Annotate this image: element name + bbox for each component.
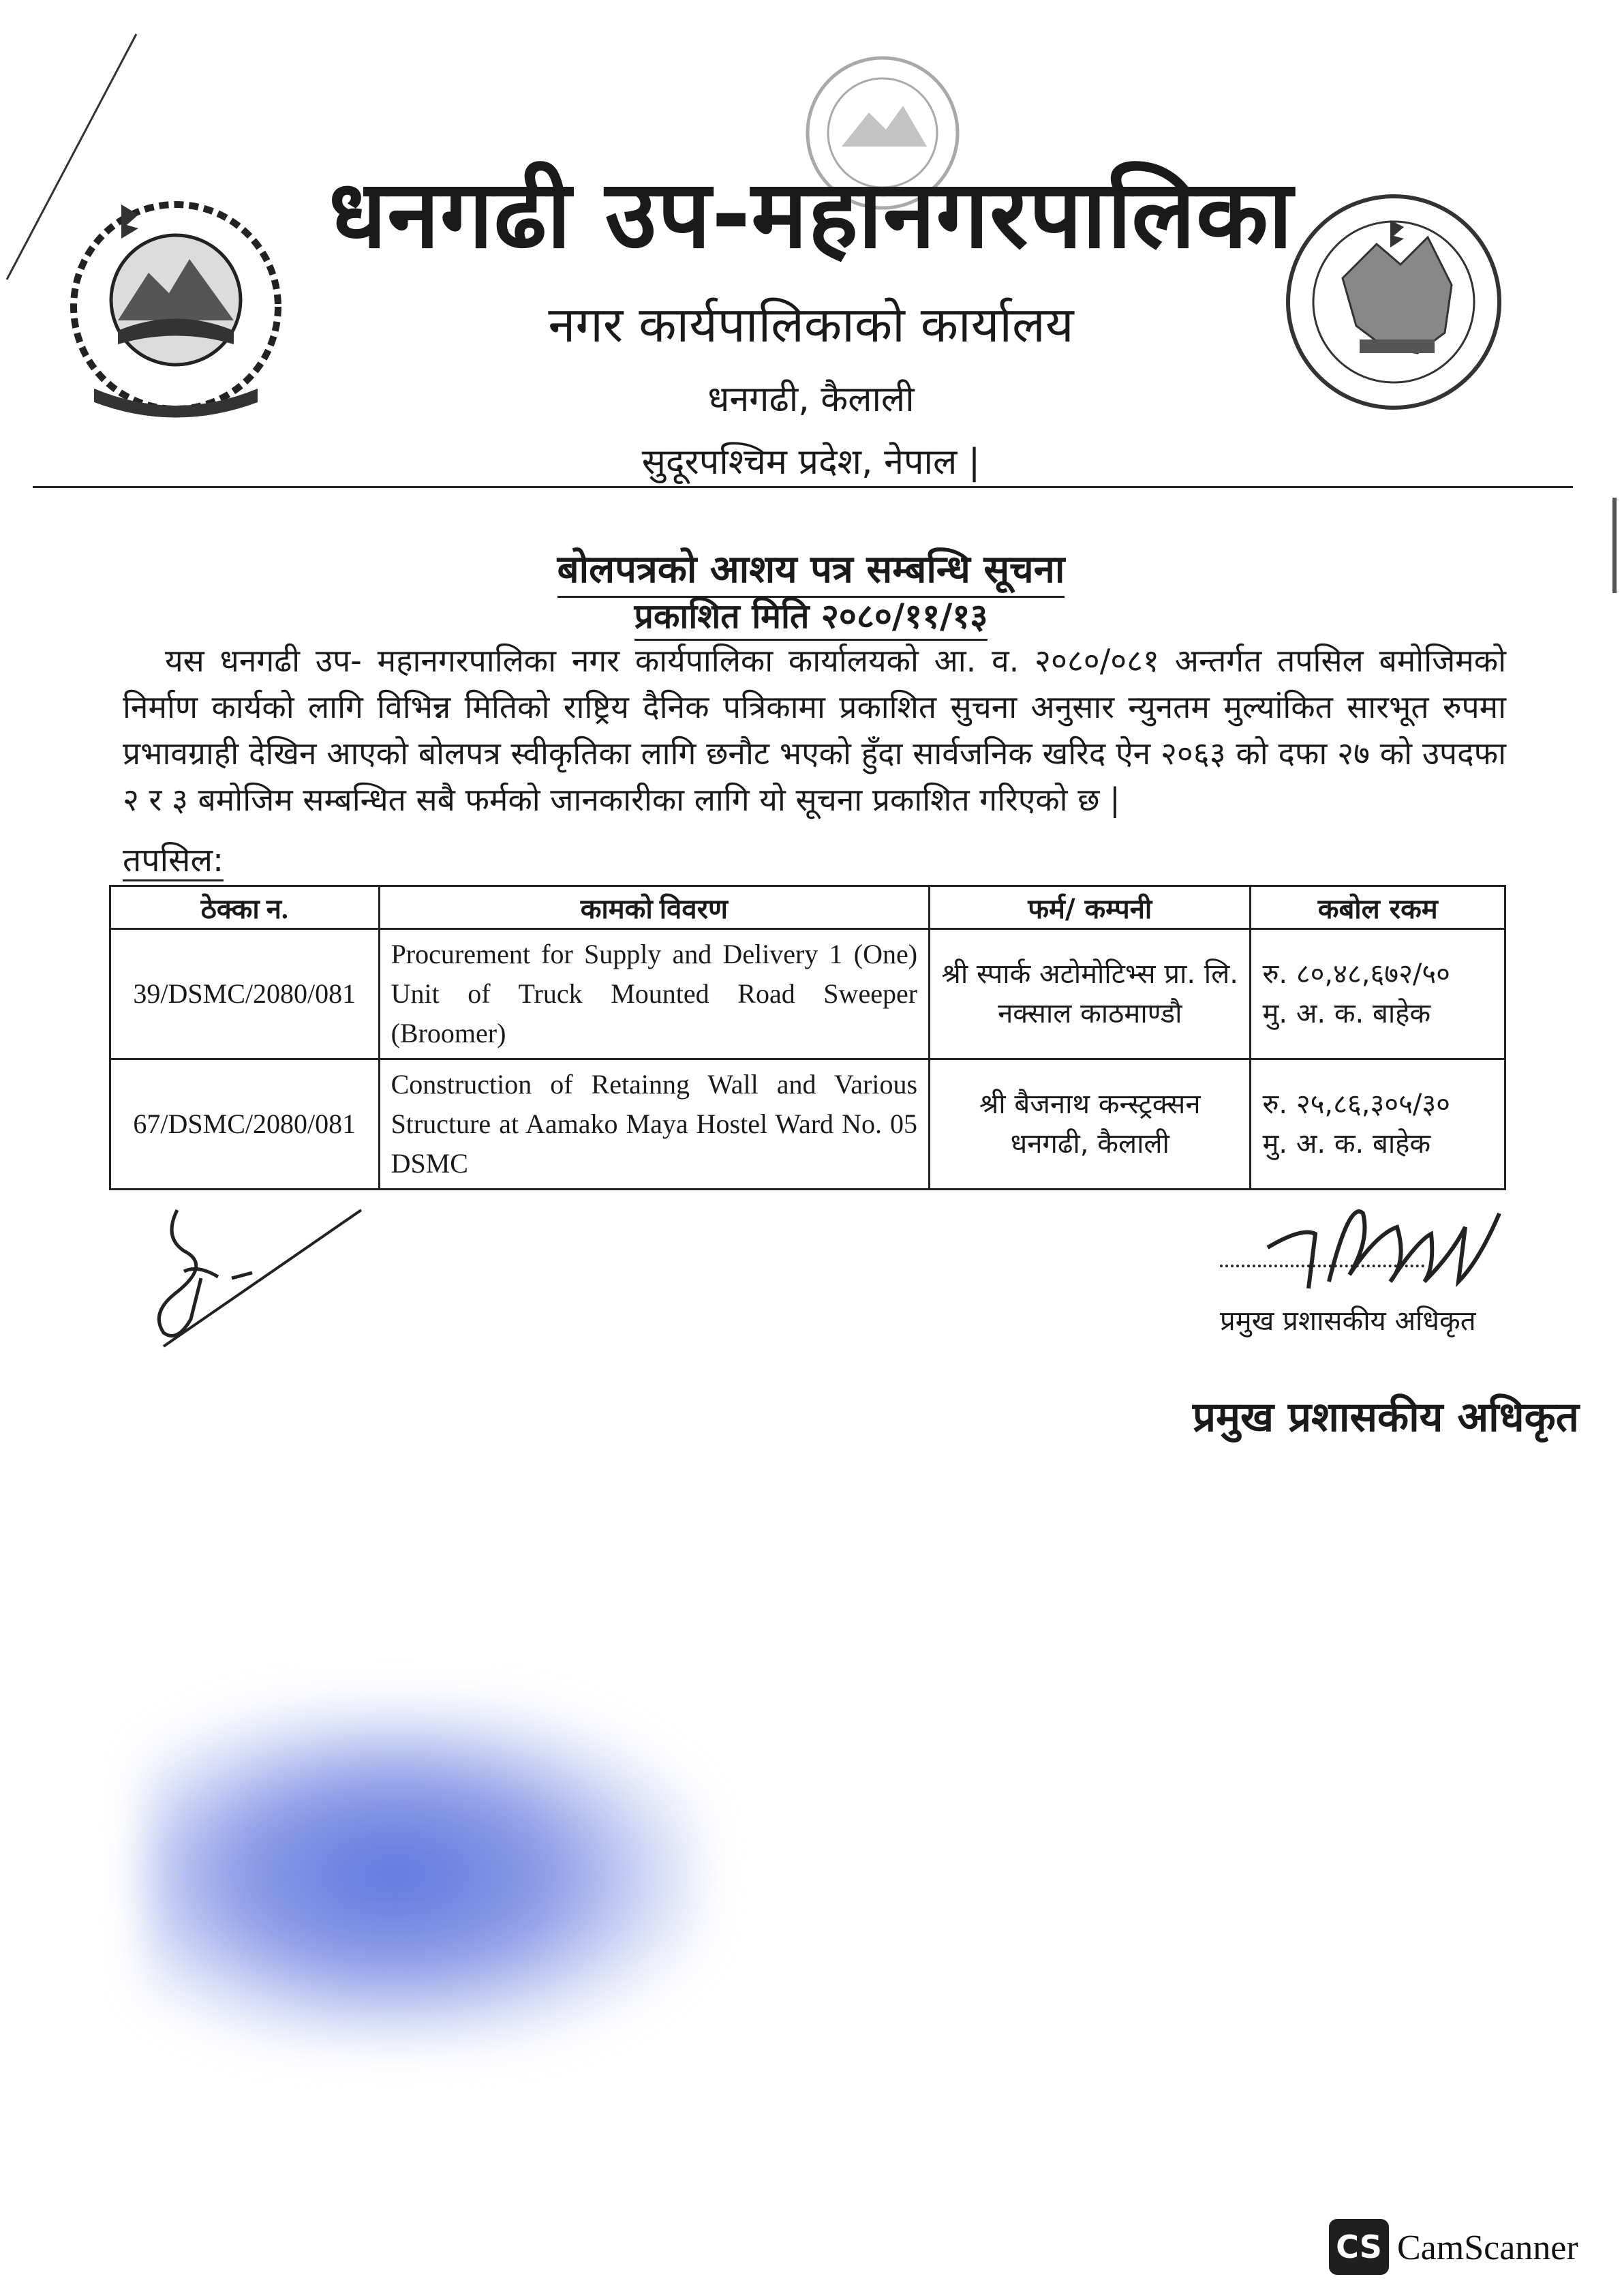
firm-address: नक्साल काठमाण्डौ	[998, 998, 1182, 1029]
description-cell: Construction of Retainng Wall and Various Structure at Aamako Maya Hostel Ward No. 05 DSMC	[379, 1059, 929, 1190]
col-amount: कबोल रकम	[1251, 886, 1505, 929]
firm-name: श्री बैजनाथ कन्स्ट्रक्सन	[979, 1089, 1201, 1120]
handwritten-signature-right	[1261, 1186, 1520, 1309]
amount-cell	[1251, 1059, 1505, 1190]
notice-date-text: प्रकाशित मिति २०८०/११/१३	[634, 596, 988, 641]
notice-title-text: बोलपत्रको आशय पत्र सम्बन्धि सूचना	[557, 547, 1065, 598]
firm-address: धनगढी, कैलाली	[1010, 1128, 1169, 1160]
firm-cell	[930, 929, 1251, 1059]
amount-cell	[1251, 929, 1505, 1059]
camscanner-watermark: CamScanner	[1397, 2229, 1578, 2267]
tender-table	[109, 885, 1506, 1190]
office-subtitle: नगर कार्यपालिकाको कार्यालय	[548, 296, 1074, 353]
amount-value: रु. २५,८६,३०५/३०	[1262, 1089, 1450, 1120]
contract-no-cell: 67/DSMC/2080/081	[110, 1059, 380, 1190]
detail-label	[123, 837, 224, 881]
signature-dotted-line	[1220, 1265, 1424, 1267]
table-row	[110, 1059, 1505, 1190]
header-divider	[33, 486, 1573, 488]
firm-cell	[930, 1059, 1251, 1190]
signatory-title-large: प्रमुख प्रशासकीय अधिकृत	[1193, 1393, 1579, 1441]
col-contract-no: ठेक्का न.	[110, 886, 380, 929]
blurred-region	[143, 1704, 702, 2045]
signatory-title-small: प्रमुख प्रशासकीय अधिकृत	[1220, 1305, 1476, 1337]
contract-no-cell: 39/DSMC/2080/081	[110, 929, 380, 1059]
col-description: कामको विवरण	[379, 886, 929, 929]
amount-note: मु. अ. क. बाहेक	[1262, 998, 1431, 1029]
amount-value: रु. ८०,४८,६७२/५०	[1262, 958, 1450, 990]
detail-label-text: तपसिल:	[123, 841, 224, 881]
handwritten-signature-left	[136, 1196, 368, 1353]
col-firm: फर्म/ कम्पनी	[930, 886, 1251, 929]
firm-name: श्री स्पार्क अटोमोटिभ्स प्रा. लि.	[941, 958, 1238, 990]
notice-date	[0, 592, 1622, 638]
office-province: सुदूरपश्चिम प्रदेश, नेपाल |	[641, 442, 981, 483]
office-title: धनगढी उप-महानगरपालिका	[328, 160, 1294, 269]
amount-note: मु. अ. क. बाहेक	[1262, 1128, 1431, 1160]
office-city: धनगढी, कैलाली	[707, 379, 915, 420]
table-row	[110, 929, 1505, 1059]
camscanner-logo-icon: CS	[1329, 2219, 1389, 2275]
notice-title	[0, 542, 1622, 594]
description-cell: Procurement for Supply and Delivery 1 (One) Unit of Truck Mounted Road Sweeper (Broomer)	[379, 929, 929, 1059]
notice-body: यस धनगढी उप- महानगरपालिका नगर कार्यपालिका कार्यालयको आ. व. २०८०/०८१ अन्तर्गत तपसिल बमोजिमको निर्माण कार्यको लागि विभिन्न मितिको राष्ट्रिय दैनिक पत्रिकामा प्रकाशित सुचना अनुसार न्युनतम मुल्यांकित सारभूत रुपमा प्रभावग्राही देखिन आएको बोलपत्र स्वीकृतिका लागि छनौट भएको हुँदा सार्वजनिक खरिद ऐन २०६३ को दफा २७ को उपदफा २ र ३ बमोजिम सम्बन्धित सबै फर्मको जानकारीका लागि यो सूचना प्रकाशित गरिएको छ |	[123, 642, 1506, 818]
table-header-row	[110, 886, 1505, 929]
